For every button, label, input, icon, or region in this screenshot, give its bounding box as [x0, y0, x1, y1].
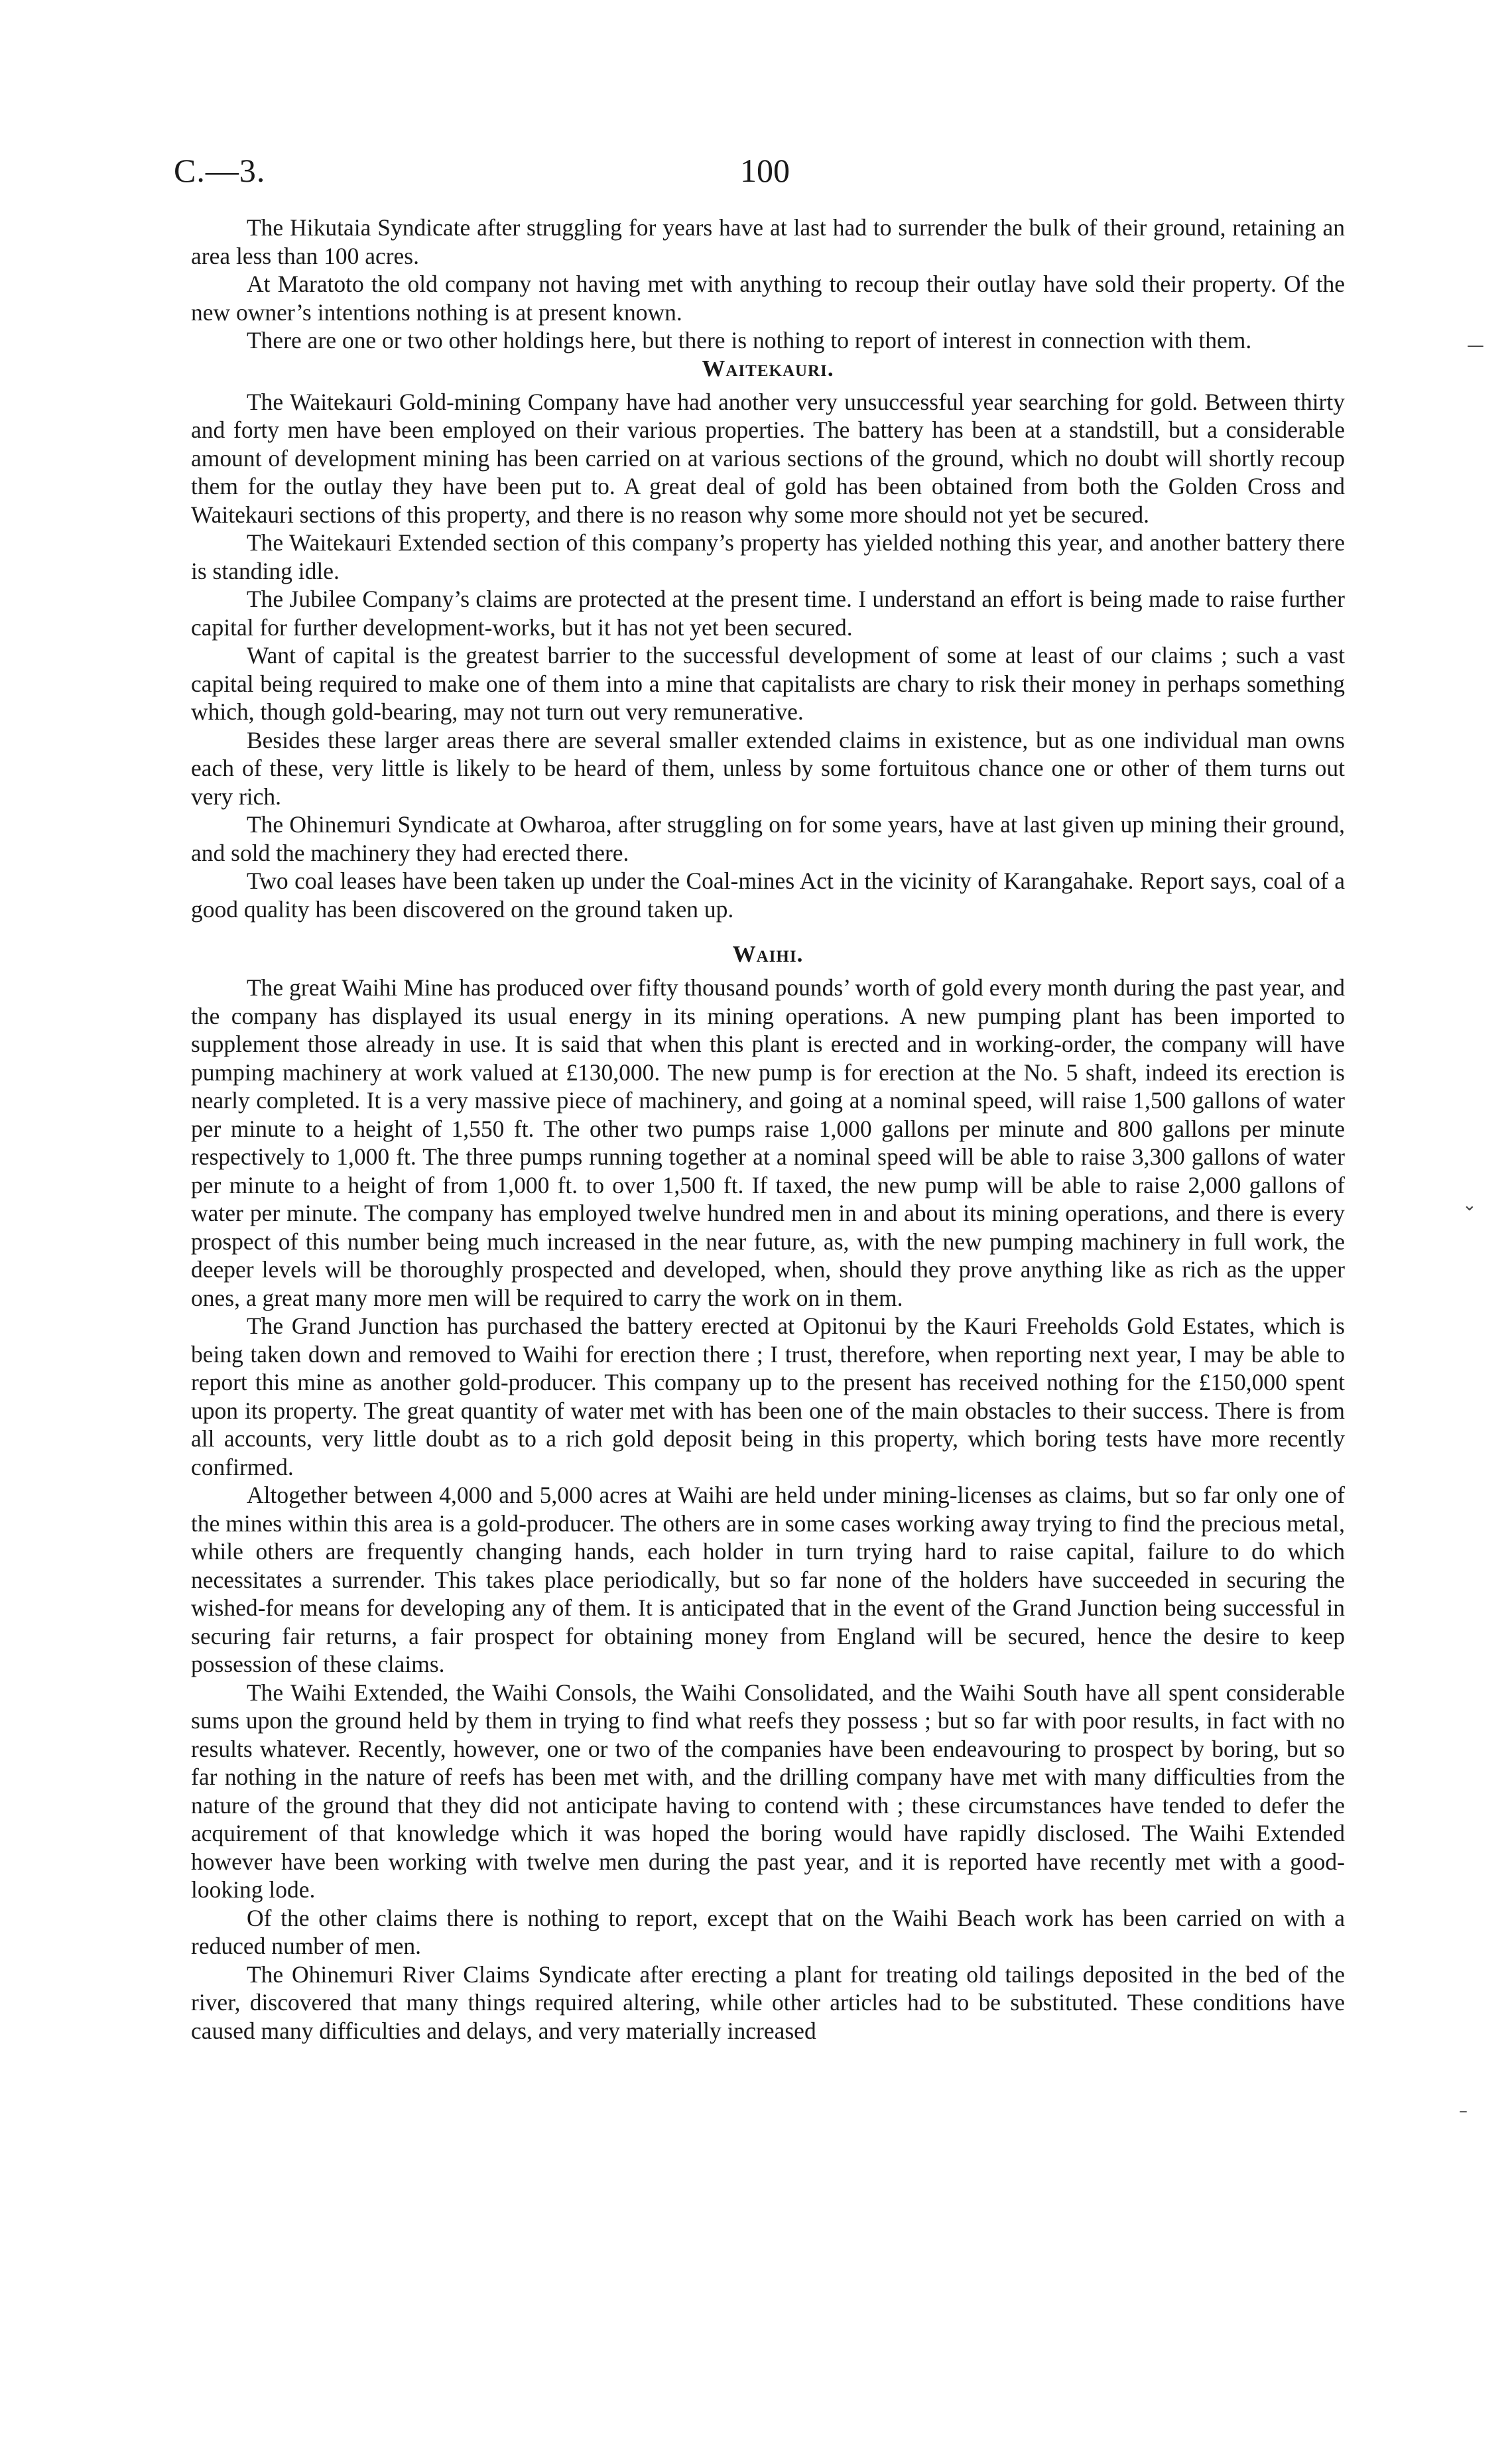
paragraph: The Ohinemuri River Claims Syndicate after erecting a plant for treating old tailings deposited in the bed of the river, discovered that many things required altering, while other articles had to be substituted. These conditions have caused many difficulties and delays, and very materially increased: [191, 1961, 1345, 2044]
paragraph: Altogether between 4,000 and 5,000 acres at Waihi are held under mining-licenses as claims, but so far only one of the mines within this area is a gold-producer. The others are in some cases working away trying to find the precious metal, while others are frequently changing hands, each holder in turn trying hard to raise capital, failure to do which necessitates a surrender. This takes place periodically, but so far none of the holders have succeeded in securing the wished-for means for developing any of them. It is anticipated that in the event of the Grand Junction being successful in securing fair returns, a fair prospect for obtaining money from England will be secured, hence the desire to keep possession of these claims.: [191, 1482, 1345, 1677]
section-heading-waitekauri: Waitekauri.: [702, 355, 834, 381]
paragraph: Want of capital is the greatest barrier to the successful development of some at least of our claims ; such a vast capital being required to make one of them into a mine that capitalists are chary to risk their money in perhaps something which, though gold-bearing, may not turn out very remunerative.: [191, 642, 1345, 725]
margin-arrow-mark: ⌄: [1462, 1195, 1477, 1215]
paragraph: The Jubilee Company’s claims are protected at the present time. I understand an effort is being made to raise further capital for further development-works, but it has not yet been secured.: [191, 586, 1345, 641]
paragraph: There are one or two other holdings here, but there is nothing to report of interest in connection with them.: [247, 327, 1252, 354]
document-reference: C.—3.: [174, 152, 266, 189]
paragraph: The Grand Junction has purchased the battery erected at Opitonui by the Kauri Freeholds Gold Estates, which is being taken down and removed to Waihi for erection there ; I trust, therefore, when reporting next year, I may be able to report this mine as another gold-producer. This company up to the present has received nothing for the £150,000 spent upon its property. The great quantity of water met with has been one of the main obstacles to their success. There is from all accounts, very little doubt as to a rich gold deposit being in this property, which boring tests have more recently confirmed.: [191, 1313, 1345, 1480]
margin-dash-mark: –: [1459, 2101, 1468, 2121]
margin-dash-mark: —: [1467, 336, 1484, 355]
page-number: 100: [740, 152, 790, 189]
paragraph: At Maratoto the old company not having met with anything to recoup their outlay have sold their property. Of the new owner’s intentions nothing is at present known.: [191, 271, 1345, 326]
paragraph: The Waihi Extended, the Waihi Consols, the Waihi Consolidated, and the Waihi South have all spent considerable sums upon the ground held by them in trying to find what reefs they possess ; but so far with poor results, in fact with no results whatever. Recently, however, one or two of the companies have been endeavouring to prospect by boring, but so far nothing in the nature of reefs has been met with, and the drilling company have met with many difficulties from the nature of the ground that they did not anticipate having to contend with ; these circumstances have tended to defer the acquirement of that knowledge which it was hoped the boring would have rapidly disclosed. The Waihi Extended however have been working with twelve men during the past year, and it is reported have recently met with a good-looking lode.: [191, 1679, 1345, 1903]
paragraph: The Waitekauri Gold-mining Company have had another very unsuccessful year searching for gold. Between thirty and forty men have been employed on their various properties. The battery has been at a standstill, but a considerable amount of development mining has been carried on at various sections of the ground, which no doubt will shortly recoup them for the outlay they have been put to. A great deal of gold has been obtained from both the Golden Cross and Waitekauri sections of this property, and there is no reason why some more should not yet be secured.: [191, 388, 1345, 528]
section-heading-waihi: Waihi.: [732, 941, 804, 967]
paragraph: The Ohinemuri Syndicate at Owharoa, after struggling on for some years, have at last given up mining their ground, and sold the machinery they had erected there.: [191, 811, 1345, 866]
paragraph: Besides these larger areas there are several smaller extended claims in existence, but as one individual man owns each of these, very little is likely to be heard of them, unless by some fortuitous chance one or other of them turns out very rich.: [191, 726, 1345, 810]
paragraph: Of the other claims there is nothing to report, except that on the Waihi Beach work has been carried on with a reduced number of men.: [191, 1904, 1345, 1959]
document-body: [191, 214, 1345, 2045]
paragraph: The Hikutaia Syndicate after struggling for years have at last had to surrender the bulk of their ground, retaining an area less than 100 acres.: [191, 214, 1345, 269]
paragraph: The Waitekauri Extended section of this company’s property has yielded nothing this year, and another battery there is standing idle.: [191, 529, 1345, 584]
paragraph: The great Waihi Mine has produced over fifty thousand pounds’ worth of gold every month during the past year, and the company has displayed its usual energy in its mining operations. A new pumping plant has been imported to supplement those already in use. It is said that when this plant is erected and in working-order, the company will have pumping machinery at work valued at £130,000. The new pump is for erection at the No. 5 shaft, indeed its erection is nearly completed. It is a very massive piece of machinery, and going at a nominal speed, will raise 1,500 gallons of water per minute to a height of 1,550 ft. The other two pumps raise 1,000 gallons per minute and 800 gallons per minute respectively to 1,000 ft. The three pumps running together at a nominal speed will be able to raise 3,300 gallons of water per minute to a height of from 1,000 ft. to over 1,500 ft. If taxed, the new pump will be able to raise 2,000 gallons of water per minute. The company has employed twelve hundred men in and about its mining operations, and there is every prospect of this number being much increased in the near future, as, with the new pumping machinery in full work, the deeper levels will be thoroughly prospected and developed, when, should they prove anything like as rich as the upper ones, a great many more men will be required to carry the work on in them.: [191, 974, 1345, 1311]
paragraph: Two coal leases have been taken up under the Coal-mines Act in the vicinity of Karangahake. Report says, coal of a good quality has been discovered on the ground taken up.: [191, 868, 1345, 923]
